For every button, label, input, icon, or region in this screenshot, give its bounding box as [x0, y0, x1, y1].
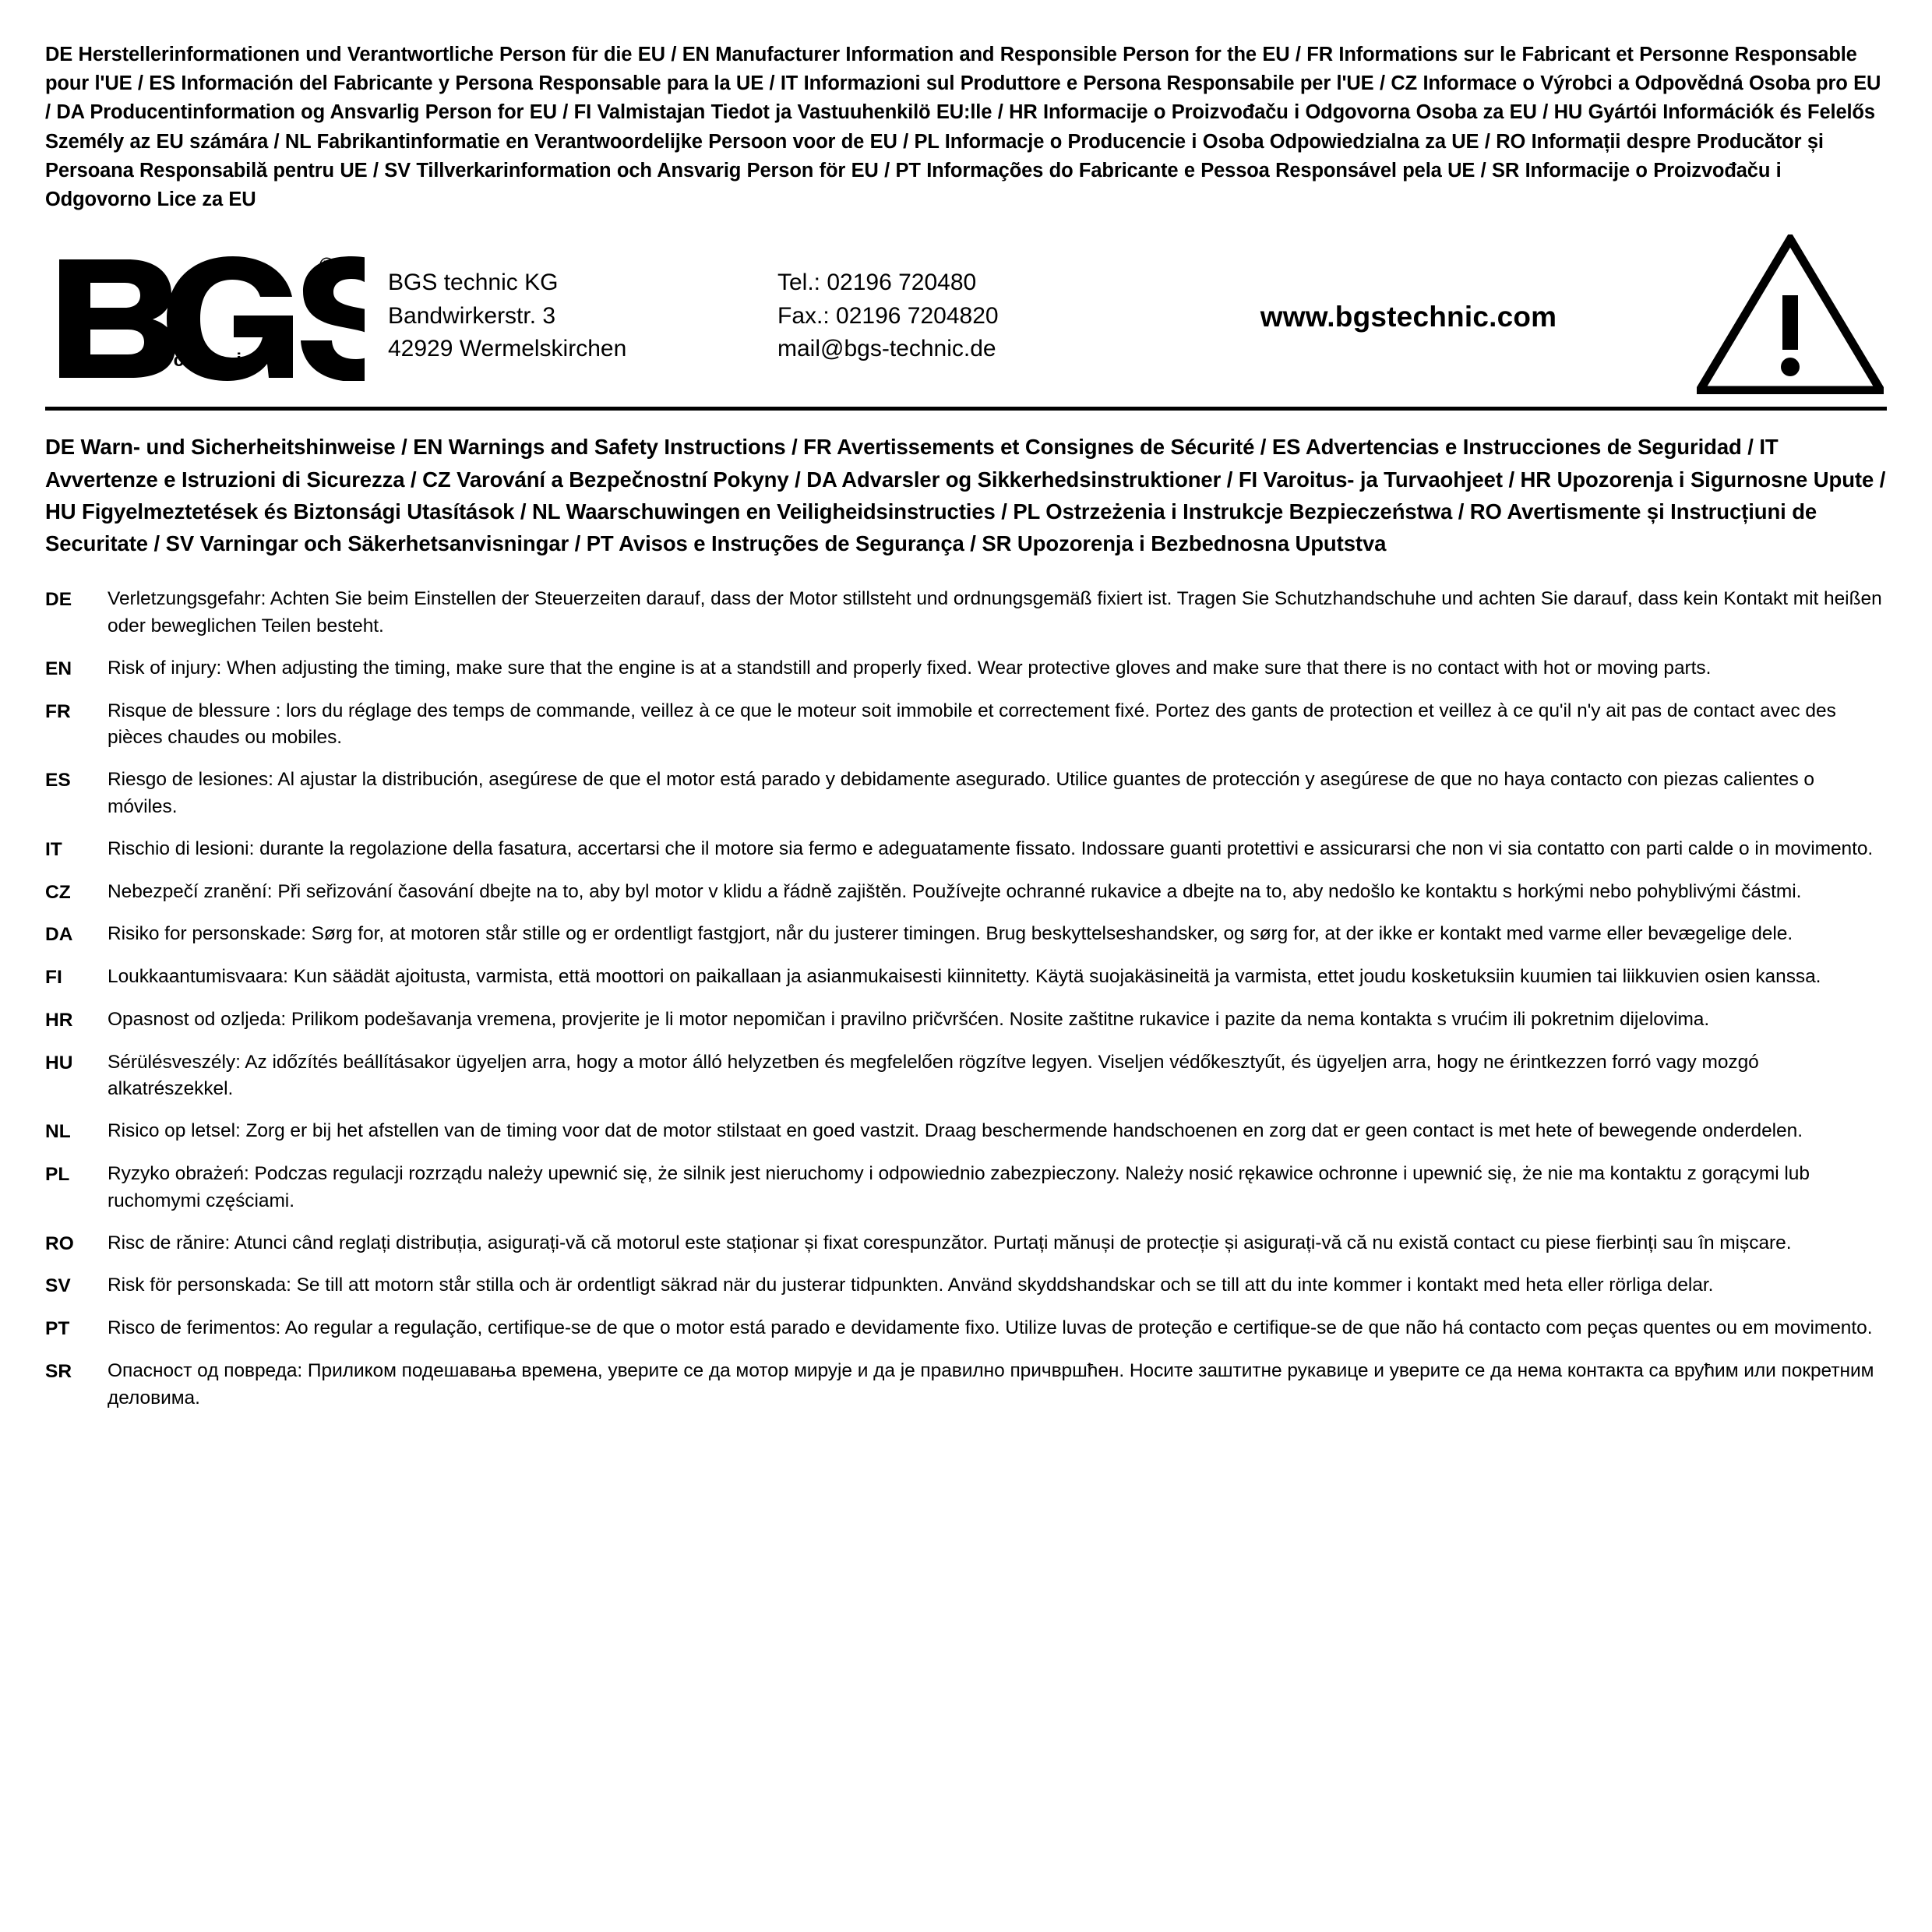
safety-note-text: Risk för personskada: Se till att motorn står stilla och är ordentligt säkrad när du justerar tidpunkten. Använd skyddshandskar och se till att du inte kommer i kontakt med heta eller rörliga delar.: [108, 1274, 1714, 1296]
company-telephone: Tel.: 02196 720480: [777, 269, 977, 295]
language-code: HR: [45, 1009, 73, 1031]
safety-note-text: Risque de blessure : lors du réglage des temps de commande, veillez à ce que le moteur soit immobile et correctement fixé. Portez des gants de protection et veillez à ce qu'il n'y ait pas de contact avec des pièces chaudes ou mobiles.: [108, 700, 1836, 749]
safety-note-text: Risiko for personskade: Sørg for, at motoren står stille og er ordentligt fastgjort, når du justerer timingen. Brug beskyttelseshandsker, og sørg for, at der ikke er kontakt med varme eller bevægelige dele.: [108, 923, 1793, 945]
safety-note-text: Riesgo de lesiones: Al ajustar la distribución, asegúrese de que el motor está parado y debidamente asegurado. Utilice guantes de protección y asegúrese de que no haya contacto con piezas calientes o móviles.: [108, 769, 1814, 817]
language-code: DA: [45, 924, 73, 946]
language-code: FR: [45, 700, 71, 722]
bgs-logo: [45, 249, 388, 381]
company-street: Bandwirkerstr. 3: [388, 302, 556, 329]
company-fax: Fax.: 02196 7204820: [777, 302, 999, 329]
language-code: SV: [45, 1275, 71, 1297]
bgs-logo-subtext: t e c h n i c: [137, 349, 265, 371]
list-item: [45, 1161, 1887, 1215]
list-item: [45, 1272, 1887, 1300]
safety-note-text: Risc de rănire: Atunci când reglați distribuția, asigurați-vă că motorul este staționar și fixat corespunzător. Purtați mănuși de protecție și asigurați-vă că nu există contact cu piese fierbinți sau în mișcare.: [108, 1232, 1792, 1253]
language-code: SR: [45, 1360, 72, 1382]
list-item: [45, 655, 1887, 683]
safety-note-text: Opasnost od ozljeda: Prilikom podešavanja vremena, provjerite je li motor nepomičan i pravilno pričvršćen. Nosite zaštitne rukavice i pazite da nema kontakta s vrućim ili pokretnim dijelovima.: [108, 1008, 1710, 1030]
language-code: ES: [45, 770, 71, 791]
language-code: IT: [45, 838, 62, 860]
list-item: [45, 964, 1887, 992]
safety-note-text: Risk of injury: When adjusting the timing, make sure that the engine is at a standstill and properly fixed. Wear protective gloves and make sure that there is no contact with hot or moving parts.: [108, 657, 1712, 679]
list-item: [45, 1118, 1887, 1146]
safety-note-text: Rischio di lesioni: durante la regolazione della fasatura, accertarsi che il motore sia fermo e adeguatamente fissato. Indossare guanti protettivi e assicurarsi che non vi sia contatto con parti calde o in movimento.: [108, 837, 1874, 859]
safety-note-text: Risco de ferimentos: Ao regular a regulação, certifique-se de que o motor está parado e devidamente fixo. Utilize luvas de proteção e certifique-se de que não há contacto com peças quentes ou em movimento.: [108, 1317, 1873, 1339]
language-code: EN: [45, 658, 72, 679]
registered-trademark-symbol: ®: [319, 252, 335, 277]
language-code: PL: [45, 1164, 70, 1186]
language-code: DE: [45, 589, 72, 611]
list-item: [45, 879, 1887, 907]
manufacturer-information-heading: DE Herstellerinformationen und Verantwortliche Person für die EU / EN Manufacturer Information and Responsible Person for the EU / FR Informations sur le Fabricant et Personne Responsable pour l'UE / ES Información del Fabricante y Persona Responsable para la UE / IT Informazioni sul Produttore e Persona Responsabile per l'UE / CZ Informace o Výrobci a Odpovědná Osoba pro EU / DA Producentinformation og Ansvarlig Person for EU / FI Valmistajan Tiedot ja Vastuuhenkilö EU:lle / HR Informacije o Proizvođaču i Odgovorna Osoba za EU / HU Gyártói Információk és Felelős Személy az EU számára / NL Fabrikantinformatie en Verantwoordelijke Persoon voor de EU / PL Informacje o Producencie i Osoba Odpowiedzialna za UE / RO Informații despre Producător și Persoana Responsabilă pentru UE / SV Tillverkarinformation och Ansvarig Person för EU / PT Informações do Fabricante e Pessoa Responsável pela UE / SR Informacije o Proizvođaču i Odgovorno Lice za EU: [45, 44, 1881, 211]
safety-note-text: Sérülésveszély: Az időzítés beállításakor ügyeljen arra, hogy a motor álló helyzetben és megfelelően rögzítve legyen. Viseljen védőkesztyűt, és ügyeljen arra, hogy ne érintkezzen forró vagy mozgó alkatrészekkel.: [108, 1051, 1759, 1100]
safety-note-text: Risico op letsel: Zorg er bij het afstellen van de timing voor dat de motor stilstaat en goed vastzit. Draag beschermende handschoenen en zorg dat er geen contact is met hete of bewegende onderdelen.: [108, 1120, 1803, 1142]
company-address: [388, 263, 777, 366]
list-item: [45, 586, 1887, 640]
list-item: [45, 1049, 1887, 1104]
list-item: [45, 698, 1887, 753]
language-code: NL: [45, 1121, 71, 1143]
list-item: [45, 836, 1887, 864]
language-code: HU: [45, 1052, 73, 1074]
list-item: [45, 1007, 1887, 1035]
list-item: [45, 1230, 1887, 1258]
language-code: RO: [45, 1232, 74, 1254]
safety-note-text: Ryzyko obrażeń: Podczas regulacji rozrządu należy upewnić się, że silnik jest nieruchomy i odpowiednio zabezpieczony. Należy nosić rękawice ochronne i upewnić się, że nie ma kontaktu z gorącymi lub ruchomymi częściami.: [108, 1163, 1810, 1211]
company-email[interactable]: mail@bgs-technic.de: [777, 336, 996, 362]
safety-note-text: Loukkaantumisvaara: Kun säädät ajoitusta, varmista, että moottori on paikallaan ja asianmukaisesti kiinnitetty. Käytä suojakäsineitä ja varmista, ettet joudu kosketuksiin kuumien tai liikkuvien osien kanssa.: [108, 966, 1821, 988]
safety-notes-list: [45, 586, 1887, 1412]
language-code: PT: [45, 1318, 70, 1340]
list-item: [45, 1315, 1887, 1343]
safety-note-text: Nebezpečí zranění: Při seřizování časování dbejte na to, aby byl motor v klidu a řádně zajištěn. Používejte ochranné rukavice a dbejte na to, aby nedošlo ke kontaktu s horkými nebo pohyblivými částmi.: [108, 880, 1802, 902]
list-item: [45, 767, 1887, 821]
language-code: FI: [45, 967, 62, 989]
company-city: 42929 Wermelskirchen: [388, 336, 627, 362]
warning-triangle-svg: [1697, 234, 1884, 394]
safety-note-text: Опасност од повреда: Приликом подешавања времена, уверите се да мотор мирује и да је правилно причвршћен. Носите заштитне рукавице и уверите се да нема контакта са врућим или покретним деловима.: [108, 1359, 1874, 1408]
list-item: [45, 1358, 1887, 1412]
company-information-block: [45, 234, 1887, 411]
safety-note-text: Verletzungsgefahr: Achten Sie beim Einstellen der Steuerzeiten darauf, dass der Motor stillsteht und ordnungsgemäß fixiert ist. Tragen Sie Schutzhandschuhe und achten Sie darauf, dass kein Kontakt mit heißen oder beweglichen Teilen besteht.: [108, 588, 1882, 637]
warnings-and-safety-heading: DE Warn- und Sicherheitshinweise / EN Warnings and Safety Instructions / FR Avertissements et Consignes de Sécurité / ES Advertencias e Instrucciones de Seguridad / IT Avvertenze e Istruzioni di Sicurezza / CZ Varování a Bezpečnostní Pokyny / DA Advarsler og Sikkerhedsinstruktioner / FI Varoitus- ja Turvaohjeet / HR Upozorenja i Sigurnosne Upute / HU Figyelmeztetések és Biztonsági Utasítások / NL Waarschuwingen en Veiligheidsinstructies / PL Ostrzeżenia i Instrukcje Bezpieczeństwa / RO Avertismente și Instrucțiuni de Securitate / SV Varningar och Säkerhetsanvisningar / PT Avisos e Instruções de Segurança / SR Upozorenja i Bezbednosna Uputstva: [45, 435, 1886, 556]
language-code: CZ: [45, 881, 71, 903]
company-website[interactable]: www.bgstechnic.com: [1260, 300, 1557, 333]
warning-triangle-icon: [1673, 234, 1887, 394]
list-item: [45, 921, 1887, 949]
company-name: BGS technic KG: [388, 269, 559, 295]
company-contact: [777, 263, 1144, 366]
